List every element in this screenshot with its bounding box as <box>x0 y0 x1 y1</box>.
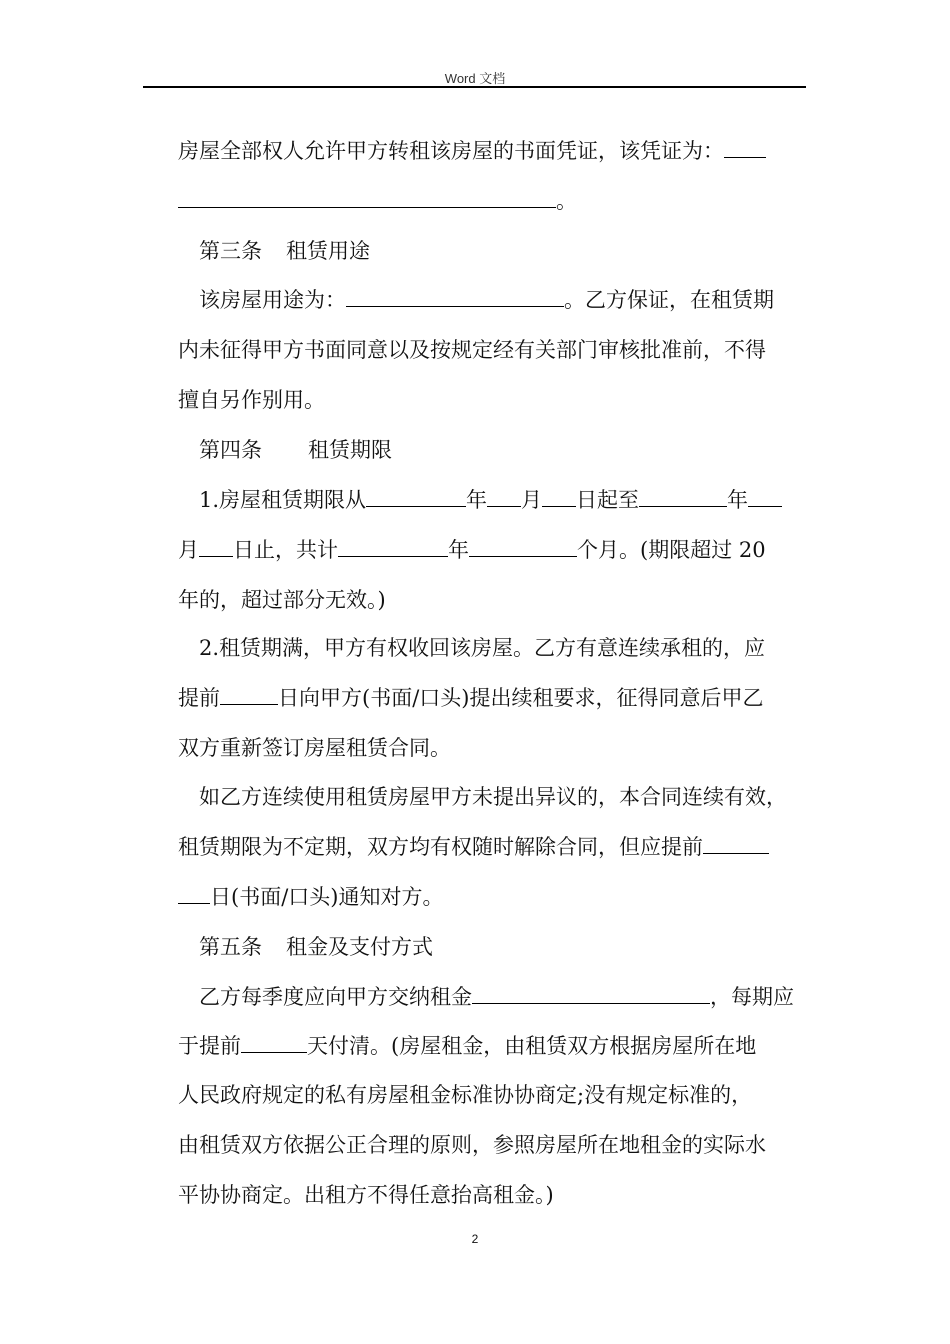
body-line: 该房屋用途为： 。乙方保证，在租赁期 <box>199 288 774 312</box>
fill-blank <box>220 684 278 705</box>
body-line: 。 <box>178 186 577 216</box>
body-line: 租赁期限为不定期，双方均有权随时解除合同，但应提前 <box>178 832 769 862</box>
fill-blank <box>469 536 577 557</box>
fill-blank <box>542 486 576 507</box>
body-line: 1.房屋租赁期限从 年 月 日起至 年 <box>199 485 782 515</box>
body-line: 双方重新签订房屋租赁合同。 <box>178 736 451 760</box>
body-line: 于提前 天付清。(房屋租金，由租赁双方根据房屋所在地 <box>178 1034 757 1058</box>
article-heading: 第三条 租赁用途 <box>199 239 370 263</box>
fill-blank <box>338 536 448 557</box>
page-header: Word 文档 <box>444 71 506 86</box>
fill-blank <box>724 137 766 158</box>
body-line: 2.租赁期满，甲方有权收回该房屋。乙方有意连续承租的，应 <box>199 636 766 660</box>
fill-blank <box>703 833 769 854</box>
fill-blank <box>748 486 782 507</box>
body-line: 擅自另作别用。 <box>178 388 325 412</box>
fill-blank <box>487 486 521 507</box>
body-line: 月 日止，共计 年 个月。(期限超过 20 <box>178 538 766 562</box>
fill-blank <box>639 486 727 507</box>
fill-blank <box>366 486 466 507</box>
body-line: 年的，超过部分无效。) <box>178 588 386 612</box>
body-line: 内未征得甲方书面同意以及按规定经有关部门审核批准前，不得 <box>178 338 766 362</box>
body-line: 日(书面/口头)通知对方。 <box>178 882 443 912</box>
article-heading: 第四条 租赁期限 <box>199 438 392 462</box>
body-line: 乙方每季度应向甲方交纳租金 ，每期应 <box>199 985 794 1009</box>
header-divider <box>143 86 806 88</box>
page-number: 2 <box>471 1232 479 1246</box>
body-line: 如乙方连续使用租赁房屋甲方未提出异议的，本合同连续有效， <box>199 785 787 809</box>
fill-blank <box>241 1032 307 1053</box>
fill-blank <box>472 983 710 1004</box>
body-line: 房屋全部权人允许甲方转租该房屋的书面凭证，该凭证为： <box>178 136 766 166</box>
fill-blank <box>199 536 233 557</box>
body-line: 提前 日向甲方(书面/口头)提出续租要求，征得同意后甲乙 <box>178 686 764 710</box>
fill-blank <box>178 883 210 904</box>
body-line: 人民政府规定的私有房屋租金标准协协商定;没有规定标准的， <box>178 1083 753 1107</box>
body-line: 由租赁双方依据公正合理的原则，参照房屋所在地租金的实际水 <box>178 1133 766 1157</box>
fill-blank <box>346 286 564 307</box>
article-heading: 第五条 租金及支付方式 <box>199 935 433 959</box>
fill-blank <box>178 187 556 208</box>
body-line: 平协协商定。出租方不得任意抬高租金。) <box>178 1183 554 1207</box>
